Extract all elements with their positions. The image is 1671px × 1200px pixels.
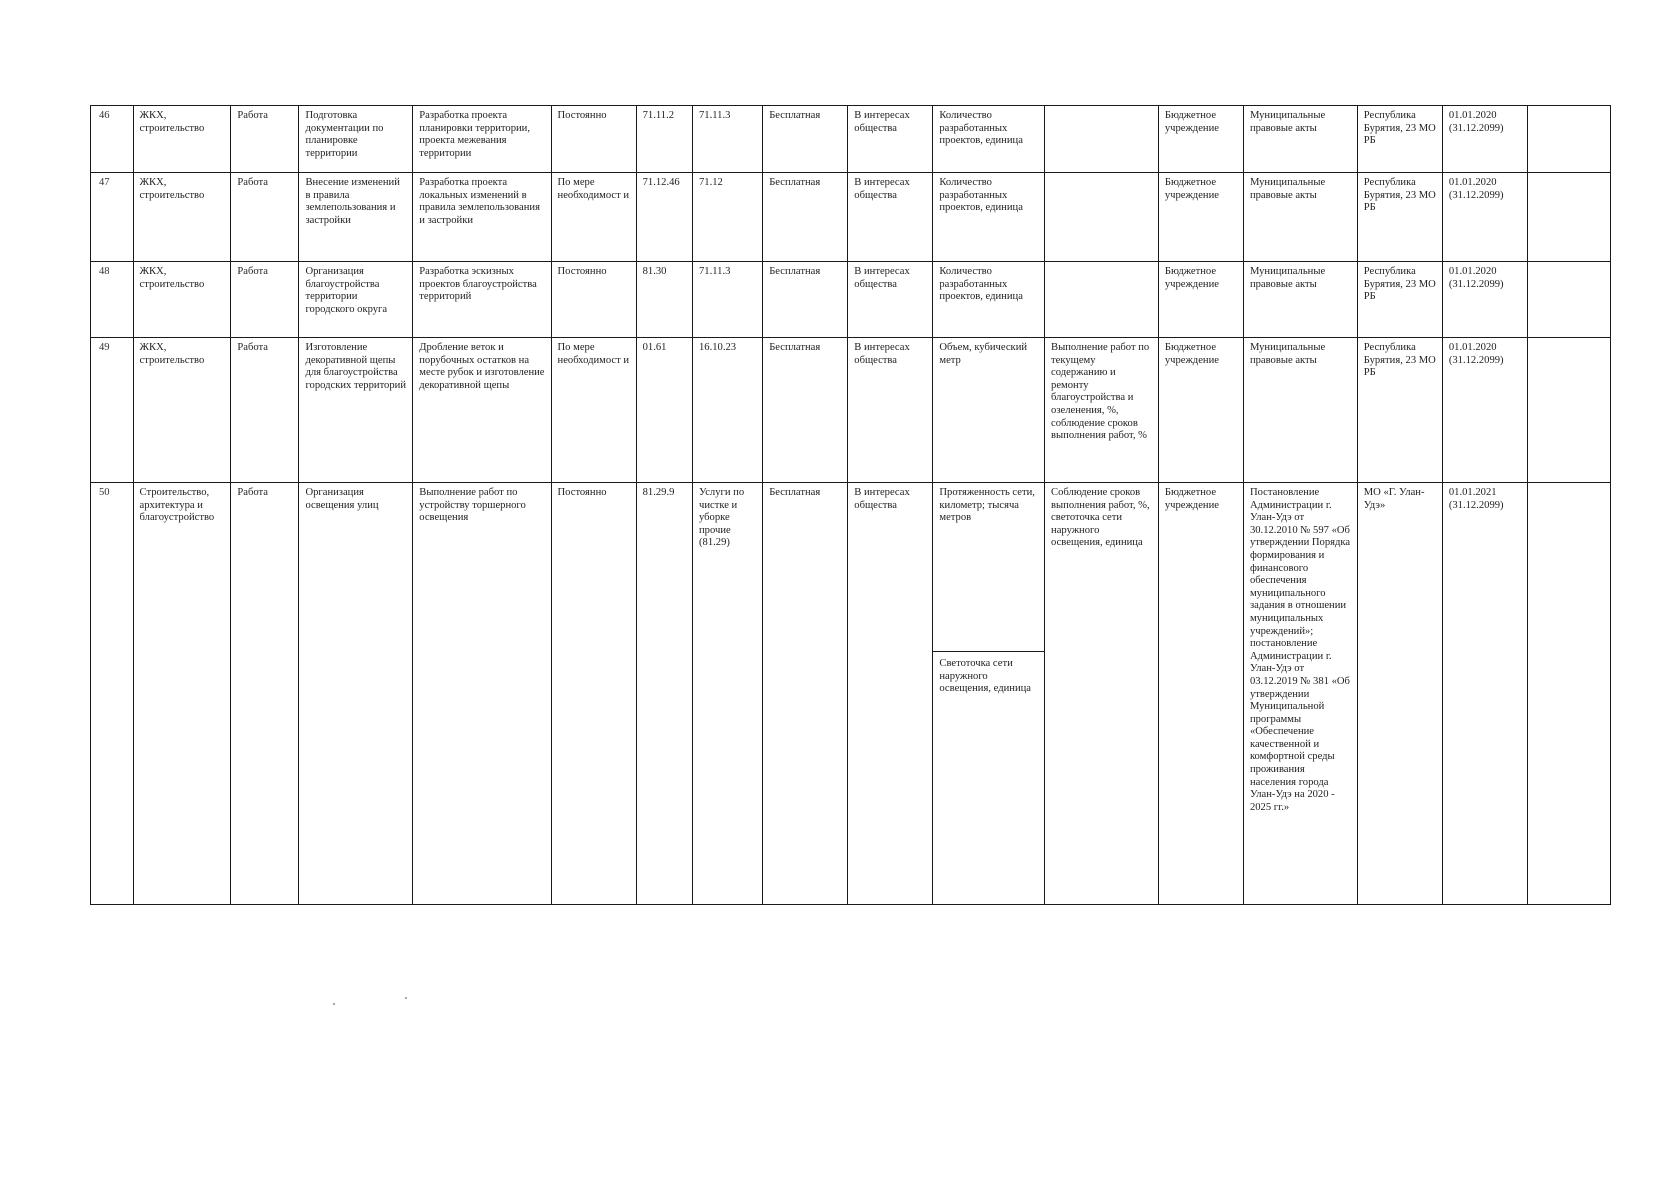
- condition-cell: По мере необходимост и: [551, 173, 636, 262]
- field-cell: ЖКХ, строительство: [133, 262, 231, 338]
- payment-cell: Бесплатная: [763, 173, 848, 262]
- field-cell: ЖКХ, строительство: [133, 338, 231, 483]
- row-number: 49: [91, 338, 134, 483]
- empty-cell: [1527, 338, 1610, 483]
- content-cell: Разработка проекта локальных изменений в правила землепользования и застройки: [413, 173, 551, 262]
- content-cell: Разработка проекта планировки территории, проекта межевания территории: [413, 106, 551, 173]
- table-row: [91, 483, 1611, 905]
- content-cell: Выполнение работ по устройству торшерного освещения: [413, 483, 551, 905]
- volume-indicator-cell: [933, 483, 1045, 905]
- volume-indicator-cell: Количество разработанных проектов, единица: [933, 173, 1045, 262]
- row-number: 50: [91, 483, 134, 905]
- empty-cell: [1527, 173, 1610, 262]
- volume-indicator-primary: Протяженность сети, километр; тысяча метров: [933, 483, 1044, 652]
- dates-cell: 01.01.2020 (31.12.2099): [1442, 106, 1527, 173]
- field-cell: ЖКХ, строительство: [133, 173, 231, 262]
- table-row: [91, 173, 1611, 262]
- dates-cell: 01.01.2020 (31.12.2099): [1442, 338, 1527, 483]
- volume-indicator-cell: Количество разработанных проектов, единица: [933, 106, 1045, 173]
- legal-basis-cell: Муниципальные правовые акты: [1243, 338, 1357, 483]
- consumer-cell: В интересах общества: [848, 262, 933, 338]
- quality-indicator-cell: [1045, 262, 1159, 338]
- volume-indicator-cell: Количество разработанных проектов, единица: [933, 262, 1045, 338]
- okved-cell: 81.30: [636, 262, 692, 338]
- services-table: [90, 105, 1611, 905]
- institution-type-cell: Бюджетное учреждение: [1158, 173, 1243, 262]
- condition-cell: Постоянно: [551, 106, 636, 173]
- name-cell: Организация благоустройства территории городского округа: [299, 262, 413, 338]
- condition-cell: Постоянно: [551, 262, 636, 338]
- name-cell: Организация освещения улиц: [299, 483, 413, 905]
- dates-cell: 01.01.2020 (31.12.2099): [1442, 262, 1527, 338]
- field-cell: Строительство, архитектура и благоустройство: [133, 483, 231, 905]
- payment-cell: Бесплатная: [763, 483, 848, 905]
- payment-cell: Бесплатная: [763, 338, 848, 483]
- okpd-cell: 71.12: [693, 173, 763, 262]
- institution-type-cell: Бюджетное учреждение: [1158, 338, 1243, 483]
- consumer-cell: В интересах общества: [848, 483, 933, 905]
- payment-cell: Бесплатная: [763, 262, 848, 338]
- dates-cell: 01.01.2020 (31.12.2099): [1442, 173, 1527, 262]
- legal-basis-cell: Постановление Администрации г. Улан-Удэ от 30.12.2010 № 597 «Об утверждении Порядка формирования и финансового обеспечения муниципального задания в отношении муниципальных учреждений»; постановление Администрации г. Улан-Удэ от 03.12.2019 № 381 «Об утверждении Муниципальной программы «Обеспечение качественной и комфортной среды проживания населения города Улан-Удэ на 2020 - 2025 гг.»: [1243, 483, 1357, 905]
- field-cell: ЖКХ, строительство: [133, 106, 231, 173]
- institution-type-cell: Бюджетное учреждение: [1158, 262, 1243, 338]
- consumer-cell: В интересах общества: [848, 338, 933, 483]
- content-cell: Дробление веток и порубочных остатков на месте рубок и изготовление декоративной щепы: [413, 338, 551, 483]
- quality-indicator-cell: [1045, 106, 1159, 173]
- type-cell: Работа: [231, 483, 299, 905]
- empty-cell: [1527, 262, 1610, 338]
- payment-cell: Бесплатная: [763, 106, 848, 173]
- okpd-cell: 16.10.23: [693, 338, 763, 483]
- type-cell: Работа: [231, 106, 299, 173]
- founder-cell: Республика Бурятия, 23 МО РБ: [1357, 338, 1442, 483]
- okpd-cell: 71.11.3: [693, 262, 763, 338]
- okved-cell: 01.61: [636, 338, 692, 483]
- institution-type-cell: Бюджетное учреждение: [1158, 106, 1243, 173]
- quality-indicator-cell: Соблюдение сроков выполнения работ, %, светоточка сети наружного освещения, единица: [1045, 483, 1159, 905]
- founder-cell: МО «Г. Улан-Удэ»: [1357, 483, 1442, 905]
- type-cell: Работа: [231, 262, 299, 338]
- consumer-cell: В интересах общества: [848, 173, 933, 262]
- condition-cell: По мере необходимост и: [551, 338, 636, 483]
- table-row: [91, 262, 1611, 338]
- empty-cell: [1527, 483, 1610, 905]
- okved-cell: 71.12.46: [636, 173, 692, 262]
- row-number: 48: [91, 262, 134, 338]
- quality-indicator-cell: Выполнение работ по текущему содержанию и ремонту благоустройства и озеленения, %, соблюдение сроков выполнения работ, %: [1045, 338, 1159, 483]
- empty-cell: [1527, 106, 1610, 173]
- table-row: [91, 338, 1611, 483]
- founder-cell: Республика Бурятия, 23 МО РБ: [1357, 106, 1442, 173]
- okpd-cell: Услуги по чистке и уборке прочие (81.29): [693, 483, 763, 905]
- name-cell: Внесение изменений в правила землепользования и застройки: [299, 173, 413, 262]
- legal-basis-cell: Муниципальные правовые акты: [1243, 106, 1357, 173]
- scan-speck: [405, 997, 407, 999]
- type-cell: Работа: [231, 173, 299, 262]
- legal-basis-cell: Муниципальные правовые акты: [1243, 262, 1357, 338]
- volume-indicator-secondary: Светоточка сети наружного освещения, единица: [939, 658, 1031, 695]
- type-cell: Работа: [231, 338, 299, 483]
- okpd-cell: 71.11.3: [693, 106, 763, 173]
- dates-cell: 01.01.2021 (31.12.2099): [1442, 483, 1527, 905]
- row-number: 46: [91, 106, 134, 173]
- legal-basis-cell: Муниципальные правовые акты: [1243, 173, 1357, 262]
- scan-speck: [333, 1003, 335, 1005]
- content-cell: Разработка эскизных проектов благоустройства территорий: [413, 262, 551, 338]
- condition-cell: Постоянно: [551, 483, 636, 905]
- quality-indicator-cell: [1045, 173, 1159, 262]
- volume-indicator-cell: Объем, кубический метр: [933, 338, 1045, 483]
- name-cell: Изготовление декоративной щепы для благоустройства городских территорий: [299, 338, 413, 483]
- okved-cell: 81.29.9: [636, 483, 692, 905]
- founder-cell: Республика Бурятия, 23 МО РБ: [1357, 173, 1442, 262]
- name-cell: Подготовка документации по планировке территории: [299, 106, 413, 173]
- institution-type-cell: Бюджетное учреждение: [1158, 483, 1243, 905]
- row-number: 47: [91, 173, 134, 262]
- founder-cell: Республика Бурятия, 23 МО РБ: [1357, 262, 1442, 338]
- table-row: [91, 106, 1611, 173]
- okved-cell: 71.11.2: [636, 106, 692, 173]
- consumer-cell: В интересах общества: [848, 106, 933, 173]
